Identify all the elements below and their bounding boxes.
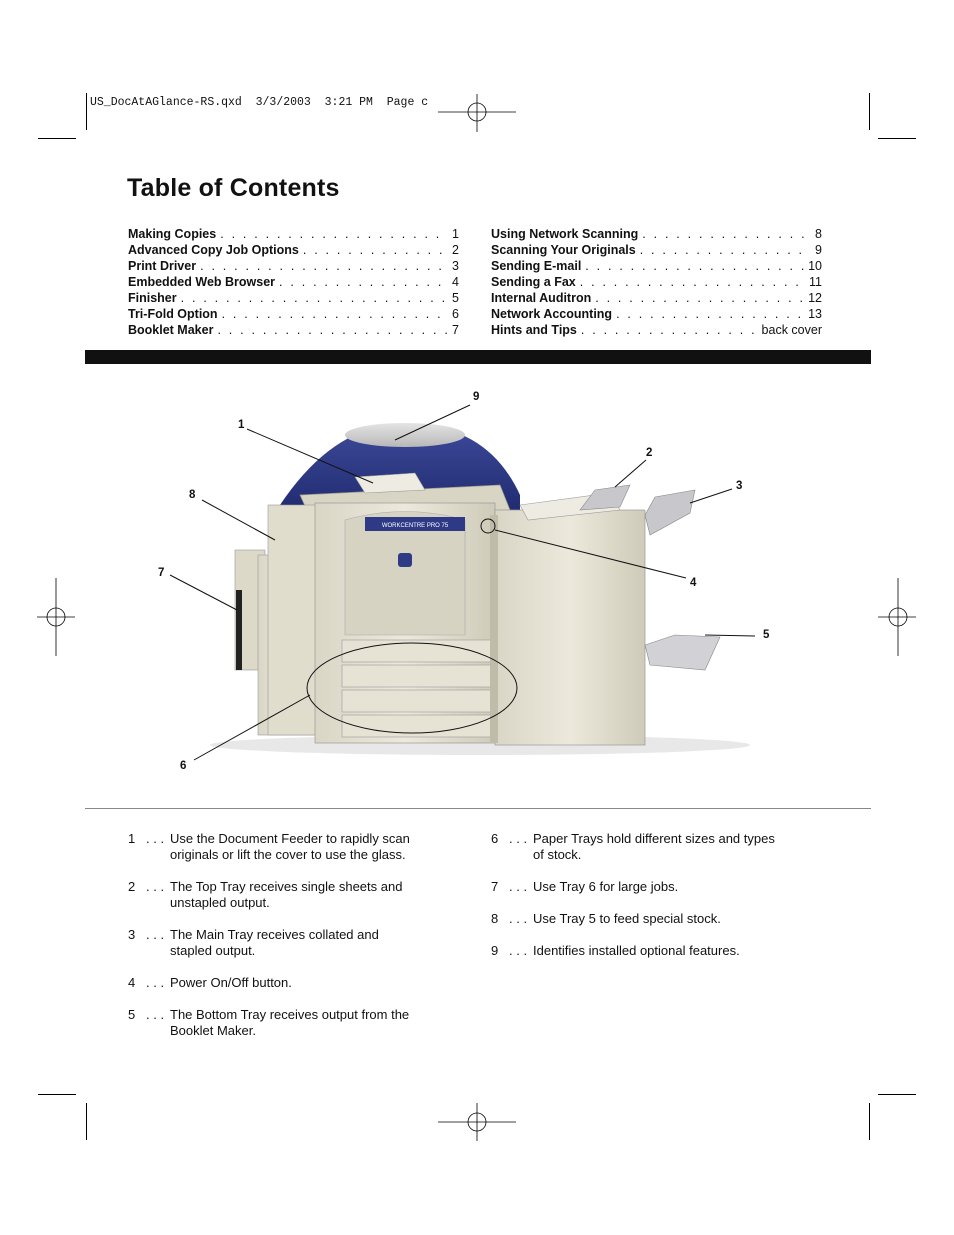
legend-item: 8 . . . Use Tray 5 to feed special stock.: [491, 911, 721, 926]
crop-mark: [878, 138, 916, 139]
toc-entry[interactable]: Sending E-mail . . . 10: [491, 258, 822, 274]
legend-item: 3 . . . The Main Tray receives collated and stapled output.: [128, 927, 379, 958]
callout-2: 2: [646, 447, 653, 459]
toc-entry[interactable]: Sending a Fax . . . 11: [491, 274, 822, 290]
registration-mark-icon: [878, 578, 918, 658]
machine-badge: WORKCENTRE PRO 75: [381, 523, 449, 529]
callout-5: 5: [763, 629, 770, 641]
legend-item: 6 . . . Paper Trays hold different sizes and types of stock.: [491, 831, 775, 862]
legend-item: 9 . . . Identifies installed optional features.: [491, 943, 740, 958]
toc-entry[interactable]: Print Driver . . . 3: [128, 258, 459, 274]
toc-entry[interactable]: Embedded Web Browser . . . 4: [128, 274, 459, 290]
horizontal-rule: [85, 808, 871, 809]
toc-entry[interactable]: Hints and Tips . . . back cover: [491, 322, 822, 338]
toc-right: [491, 226, 822, 338]
legend-right: [491, 831, 821, 975]
section-divider-bar: [85, 350, 871, 364]
legend-left: [128, 831, 458, 1055]
legend-item: 7 . . . Use Tray 6 for large jobs.: [491, 879, 679, 894]
callout-9: 9: [473, 391, 480, 403]
legend-item: 4 . . . Power On/Off button.: [128, 975, 292, 990]
toc-entry[interactable]: Internal Auditron . . . 12: [491, 290, 822, 306]
registration-mark-icon: [37, 578, 77, 658]
crop-mark: [869, 93, 870, 130]
toc-entry[interactable]: Scanning Your Originals . . . 9: [491, 242, 822, 258]
legend-item: 2 . . . The Top Tray receives single sheets and unstapled output.: [128, 879, 403, 910]
toc-entry[interactable]: Finisher . . . 5: [128, 290, 459, 306]
registration-mark-icon: [438, 94, 518, 134]
crop-mark: [86, 93, 87, 130]
crop-mark: [38, 138, 76, 139]
legend-item: 5 . . . The Bottom Tray receives output from the Booklet Maker.: [128, 1007, 410, 1038]
toc-entry[interactable]: Network Accounting . . . 13: [491, 306, 822, 322]
callout-1: 1: [238, 419, 245, 431]
callout-7: 7: [158, 567, 165, 579]
crop-mark: [878, 1094, 916, 1095]
callout-6: 6: [180, 760, 187, 772]
crop-mark: [38, 1094, 76, 1095]
crop-mark: [86, 1103, 87, 1140]
callout-3: 3: [736, 480, 743, 492]
toc-left: [128, 226, 459, 338]
registration-mark-icon: [438, 1103, 518, 1143]
toc-entry[interactable]: Booklet Maker . . . 7: [128, 322, 459, 338]
toc-entry[interactable]: Using Network Scanning . . . 8: [491, 226, 822, 242]
callout-4: 4: [690, 577, 697, 589]
file-slug: US_DocAtAGlance-RS.qxd 3/3/2003 3:21 PM Page c: [90, 96, 429, 109]
crop-mark: [869, 1103, 870, 1140]
toc-entry[interactable]: Advanced Copy Job Options . . . 2: [128, 242, 459, 258]
toc-entry[interactable]: Making Copies . . . 1: [128, 226, 459, 242]
page-title: Table of Contents: [127, 174, 340, 202]
legend-item: 1 . . . Use the Document Feeder to rapidly scan originals or lift the cover to use the glass.: [128, 831, 410, 862]
callout-8: 8: [189, 489, 196, 501]
toc-entry[interactable]: Tri-Fold Option . . . 6: [128, 306, 459, 322]
